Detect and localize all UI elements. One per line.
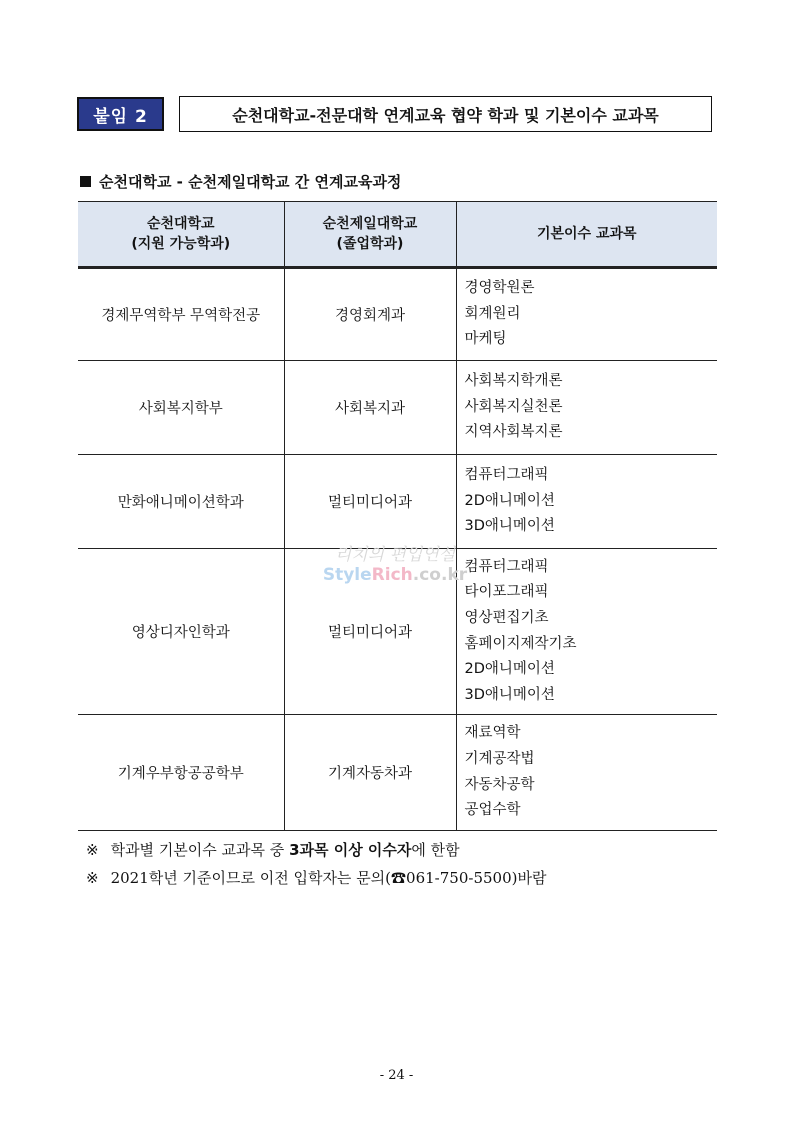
table-row — [78, 715, 717, 831]
course-item: 홈페이지제작기초 — [464, 635, 577, 652]
watermark-site: StyleRich.co.kr — [322, 565, 468, 585]
dept-cell: 영상디자인학과 — [78, 549, 284, 715]
course-item: 사회복지학개론 — [464, 373, 563, 390]
course-item: 영상편집기초 — [464, 609, 549, 626]
header-college-dept: 순천제일대학교 (졸업학과) — [284, 202, 456, 268]
phone-icon: ☎ — [391, 869, 407, 887]
course-item: 재료역학 — [464, 725, 521, 742]
dept-cell: 만화애니메이션학과 — [78, 455, 284, 549]
section-heading — [80, 171, 401, 192]
square-bullet-icon — [80, 176, 91, 187]
course-item: 컴퓨터그래픽 — [464, 467, 549, 484]
course-item: 2D애니메이션 — [464, 661, 555, 678]
grad-dept-cell: 경영회계과 — [284, 268, 456, 361]
table-row — [78, 268, 717, 361]
course-item: 마케팅 — [464, 331, 507, 348]
page-number: - 24 - — [379, 1068, 414, 1083]
table-row — [78, 361, 717, 455]
footnotes — [86, 836, 546, 892]
course-item: 3D애니메이션 — [464, 686, 555, 703]
courses-cell — [456, 549, 717, 715]
section-heading-text: 순천대학교 - 순천제일대학교 간 연계교육과정 — [99, 173, 402, 191]
dept-cell: 경제무역학부 무역학전공 — [78, 268, 284, 361]
course-item: 공업수학 — [464, 802, 521, 819]
course-item: 자동차공학 — [464, 776, 535, 793]
watermark-handwriting: 리치의 편입연설 — [334, 545, 456, 565]
table-row — [78, 455, 717, 549]
course-item: 3D애니메이션 — [464, 518, 555, 535]
curriculum-table — [78, 201, 717, 831]
grad-dept-cell: 사회복지과 — [284, 361, 456, 455]
footnote-2: ※ 2021학년 기준이므로 이전 입학자는 문의(☎061-750-5500)바람 — [86, 869, 547, 887]
course-item: 2D애니메이션 — [464, 492, 555, 509]
course-item: 컴퓨터그래픽 — [464, 558, 549, 575]
course-item: 지역사회복지론 — [464, 424, 563, 441]
header-courses: 기본이수 교과목 — [456, 202, 717, 268]
header-university-dept: 순천대학교 (지원 가능학과) — [78, 202, 284, 268]
dept-cell: 사회복지학부 — [78, 361, 284, 455]
grad-dept-cell: 멀티미디어과 — [284, 455, 456, 549]
reference-mark-icon: ※ — [86, 869, 99, 887]
courses-cell — [456, 268, 717, 361]
table-header-row — [78, 202, 717, 268]
table-row — [78, 549, 717, 715]
document-header — [77, 95, 659, 133]
attachment-badge: 붙임 2 — [77, 97, 164, 131]
grad-dept-cell: 기계자동차과 — [284, 715, 456, 831]
reference-mark-icon: ※ — [86, 841, 99, 859]
course-item: 경영학원론 — [464, 280, 535, 297]
grad-dept-cell: 멀티미디어과 — [284, 549, 456, 715]
courses-cell — [456, 361, 717, 455]
emphasis-text: 3과목 이상 이수자 — [289, 841, 412, 859]
document-title: 순천대학교-전문대학 연계교육 협약 학과 및 기본이수 교과목 — [179, 96, 712, 132]
course-item: 기계공작법 — [464, 750, 535, 767]
footnote-1: ※ 학과별 기본이수 교과목 중 3과목 이상 이수자에 한함 — [86, 841, 460, 859]
course-item: 타이포그래픽 — [464, 584, 549, 601]
course-item: 사회복지실천론 — [464, 398, 563, 415]
courses-cell — [456, 715, 717, 831]
dept-cell: 기계우부항공공학부 — [78, 715, 284, 831]
course-item: 회계원리 — [464, 305, 521, 322]
courses-cell — [456, 455, 717, 549]
